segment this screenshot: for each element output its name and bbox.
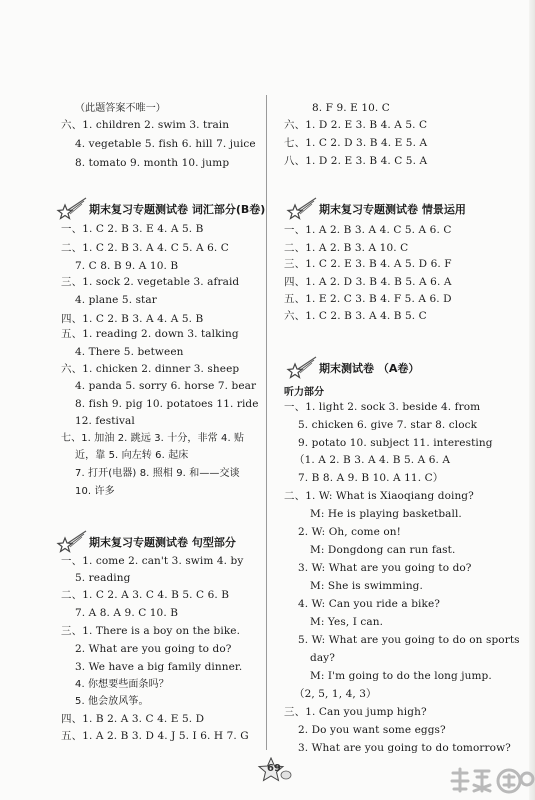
answer-line: 8. F 9. E 10. C: [312, 102, 390, 114]
page-edge-shadow: [529, 0, 535, 800]
answer-line: 4. panda 5. sorry 6. horse 7. bear: [75, 380, 257, 392]
page-number: 69: [267, 763, 281, 774]
answer-line: 5. chicken 6. give 7. star 8. clock: [298, 419, 478, 431]
answer-line: M: I'm going to do the long jump.: [310, 670, 492, 682]
answer-line: （1. A 2. B 3. A 4. B 5. A 6. A: [294, 454, 451, 466]
answer-line: 二、1. C 2. B 3. A 4. C 5. A 6. C: [61, 242, 229, 254]
answer-line: 5. W: What are you going to do on sports: [298, 634, 520, 646]
shooting-star-icon: [286, 355, 318, 379]
answer-line: 3. W: What are you going to do?: [298, 562, 472, 574]
answer-line: 4. 你想要些面条吗？: [75, 679, 169, 690]
answer-line: 10. 许多: [75, 486, 115, 497]
answer-line: 4. W: Can you ride a bike?: [298, 598, 440, 610]
answer-line: 一、1. light 2. sock 3. beside 4. from: [284, 401, 481, 413]
answer-line: 近，靠 5. 向左转 6. 起床: [75, 450, 189, 461]
answer-line: 七、1. 加油 2. 跳远 3. 十分，非常 4. 贴: [61, 433, 245, 444]
answer-line: M: She is swimming.: [310, 580, 423, 592]
answer-line: 二、1. W: What is Xiaoqiang doing?: [284, 490, 474, 502]
answer-line: M: Yes, I can.: [310, 616, 384, 628]
page-number-badge: [257, 757, 293, 783]
listening-label: 听力部分: [284, 387, 324, 398]
answer-line: 二、1. A 2. B 3. A 10. C: [284, 242, 409, 254]
answer-line: day?: [310, 652, 335, 664]
answer-line: 一、1. come 2. can't 3. swim 4. by: [61, 555, 244, 567]
answer-line: 4. There 5. between: [75, 346, 184, 358]
answer-line: 五、1. A 2. B 3. D 4. J 5. I 6. H 7. G: [61, 730, 249, 742]
answer-line: 3. What are you going to do tomorrow?: [298, 742, 511, 754]
answer-line: 八、1. D 2. E 3. B 4. C 5. A: [284, 155, 428, 167]
answer-line: 2. What are you going to do?: [75, 643, 232, 655]
answer-line: 5. reading: [75, 572, 131, 584]
answer-line: 9. potato 10. subject 11. interesting: [298, 437, 493, 449]
shooting-star-icon: [286, 196, 318, 220]
answer-line: 4. vegetable 5. fish 6. hill 7. juice: [75, 138, 256, 150]
answer-line: 四、1. B 2. A 3. C 4. E 5. D: [61, 713, 205, 725]
answer-line: 7. B 8. A 9. B 10. A 11. C）: [298, 472, 444, 484]
shooting-star-icon: [56, 529, 88, 553]
answer-line: 12. festival: [75, 415, 135, 427]
answer-line: 二、1. C 2. A 3. C 4. B 5. C 6. B: [61, 589, 230, 601]
answer-line: 三、1. Can you jump high?: [284, 706, 427, 718]
section-title: 期末复习专题测试卷 情景运用: [319, 203, 466, 216]
answer-line: 一、1. C 2. B 3. E 4. A 5. B: [61, 223, 204, 235]
section-title: 期末测试卷 （A卷）: [319, 362, 420, 375]
answer-line: M: He is playing basketball.: [310, 508, 462, 520]
answer-line: 7. 打开(电器) 8. 照相 9. 和——交谈: [75, 468, 240, 479]
answer-line: 4. plane 5. star: [75, 294, 157, 306]
note-line: （此题答案不唯一）: [75, 103, 166, 114]
answer-line: 3. We have a big family dinner.: [75, 661, 243, 673]
answer-line: 四、1. C 2. B 3. A 4. A 5. B: [61, 313, 204, 325]
answer-line: 三、1. C 2. E 3. B 4. A 5. D 6. F: [284, 258, 452, 270]
shooting-star-icon: [56, 196, 88, 220]
column-divider: [266, 95, 267, 750]
answer-line: 8. fish 9. pig 10. potatoes 11. ride: [75, 398, 259, 410]
answer-line: 六、1. chicken 2. dinner 3. sheep: [61, 363, 240, 375]
answer-line: M: Dongdong can run fast.: [310, 544, 456, 556]
section-title: 期末复习专题测试卷 句型部分: [89, 536, 236, 549]
answer-line: 2. W: Oh, come on!: [298, 526, 401, 538]
answer-line: 2. Do you want some eggs?: [298, 724, 446, 736]
watermark-logo: [447, 765, 535, 795]
answer-line: 8. tomato 9. month 10. jump: [75, 157, 230, 169]
answer-line: 三、1. There is a boy on the bike.: [61, 625, 241, 637]
answer-line: 六、1. D 2. E 3. B 4. A 5. C: [284, 119, 428, 131]
answer-line: 四、1. A 2. D 3. B 4. B 5. A 6. A: [284, 276, 452, 288]
answer-line: 5. 他会放风筝。: [75, 696, 149, 707]
answer-line: 七、1. C 2. D 3. B 4. E 5. A: [284, 137, 428, 149]
answer-line: 一、1. A 2. B 3. A 4. C 5. A 6. C: [284, 224, 452, 236]
answer-line: 7. C 8. B 9. A 10. B: [75, 260, 179, 272]
answer-line: 六、1. children 2. swim 3. train: [61, 119, 230, 131]
answer-line: 六、1. C 2. B 3. A 4. B 5. C: [284, 310, 427, 322]
answer-line: 三、1. sock 2. vegetable 3. afraid: [61, 276, 240, 288]
answer-line: 五、1. reading 2. down 3. talking: [61, 328, 239, 340]
answer-line: 7. A 8. A 9. C 10. B: [75, 607, 179, 619]
answer-line: 五、1. E 2. C 3. B 4. F 5. A 6. D: [284, 293, 452, 305]
section-title: 期末复习专题测试卷 词汇部分(B卷): [89, 203, 266, 216]
answer-line: （2, 5, 1, 4, 3）: [294, 688, 377, 700]
